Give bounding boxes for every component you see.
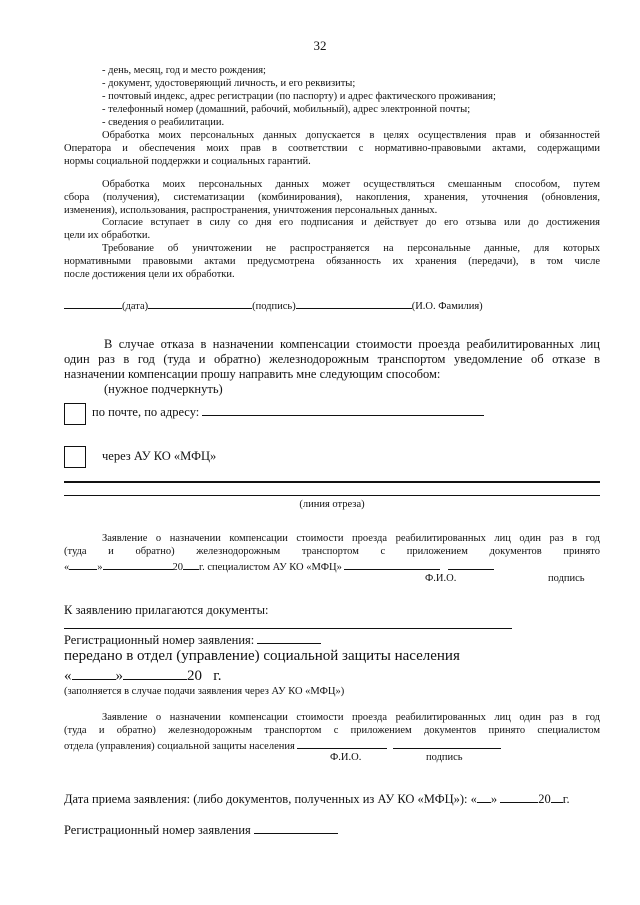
- refusal-notice-paragraph: В случае отказа в назначении компенсации стоимости проезда реабилитированных лиц один раз в год (туда и обратно) железнодорожным транспортом уведомление об отказе в назначении компенсации прошу направить мне следующим способом: (нужное подчеркнуть): [64, 337, 600, 396]
- cut-line-top: [64, 481, 600, 483]
- department-line: отдела (управления) социальной защиты населения: [64, 737, 600, 753]
- receipt-date-line: « » 20 г. специалистом АУ КО «МФЦ»: [64, 558, 600, 574]
- personal-data-list: [102, 64, 602, 129]
- processing-method-paragraph: Обработка моих персональных данных может осуществляться смешанным способом, путем сбора (получения), систематизации (комбинирования), накопления, хранения, уточнения (обновления, изменения), использования, распространения, уничтожения персональных данных.: [64, 179, 600, 216]
- acceptance-date-line: Дата приема заявления: (либо документов, полученных из АУ КО «МФЦ»): « » 20 г.: [64, 792, 570, 806]
- dept-fio-blank[interactable]: [297, 737, 387, 749]
- day-blank[interactable]: [69, 558, 97, 570]
- mfc-option-label: через АУ КО «МФЦ»: [102, 449, 217, 463]
- receipt-department-block: Заявление о назначении компенсации стоимости проезда реабилитированных лиц один раз в год (туда и обратно) железнодорожным транспортом с приложением документов принято специалистом отдела (управления) социальной защиты населения: [64, 712, 600, 752]
- transfer-day-blank[interactable]: [72, 666, 116, 680]
- list-item: - телефонный номер (домашний, рабочий, мобильный), адрес электронной почты;: [102, 104, 471, 115]
- reg-number-label: Регистрационный номер заявления:: [64, 633, 255, 647]
- receipt-fio-caption: Ф.И.О.: [425, 573, 457, 584]
- signature-blank[interactable]: [148, 297, 252, 309]
- acceptance-year-blank[interactable]: [551, 791, 563, 803]
- list-item: - документ, удостоверяющий личность, и его реквизиты;: [102, 78, 356, 89]
- cut-line-caption: (линия отреза): [299, 499, 365, 510]
- transfer-month-blank[interactable]: [123, 666, 187, 680]
- sign-blank[interactable]: [448, 558, 494, 570]
- attached-docs-label: К заявлению прилагаются документы:: [64, 603, 269, 617]
- transferred-label: передано в отдел (управление) социальной защиты населения: [64, 648, 460, 664]
- reg-number-row-2: [64, 822, 338, 838]
- acceptance-month-blank[interactable]: [500, 791, 538, 803]
- receipt-mfc-block: Заявление о назначении компенсации стоимости проезда реабилитированных лиц один раз в год (туда и обратно) железнодорожным транспортом с приложением документов принято « » 20 г. специалистом АУ КО «МФЦ»: [64, 533, 600, 573]
- reg-number-label-2: Регистрационный номер заявления: [64, 823, 251, 837]
- consent-validity-paragraph: Согласие вступает в силу со дня его подписания и действует до его отзыва или до достижения цели их обработки.: [64, 217, 600, 241]
- page-number: 32: [313, 38, 327, 53]
- mfc-note: (заполняется в случае подачи заявления через АУ КО «МФЦ»): [64, 686, 345, 697]
- date-blank[interactable]: [64, 297, 122, 309]
- processing-purpose-paragraph: Обработка моих персональных данных допускается в целях осуществления прав и обязанностей Оператора и обеспечения моих прав в соответствии с нормативно-правовыми актами, содержащими нормы социальной поддержки и социальных гарантий.: [64, 130, 600, 167]
- month-blank[interactable]: [103, 558, 173, 570]
- mfc-option-checkbox[interactable]: [64, 446, 86, 468]
- dept-fio-caption: Ф.И.О.: [330, 752, 362, 763]
- transfer-date-line: « » 20 г.: [64, 668, 222, 684]
- signature-caption: (подпись): [252, 301, 296, 312]
- reg-number-field-2[interactable]: [254, 822, 338, 834]
- receipt-sign-caption: подпись: [548, 573, 585, 584]
- reg-number-row: [64, 632, 321, 648]
- address-field[interactable]: [202, 404, 484, 416]
- attached-docs-line[interactable]: [64, 628, 512, 629]
- cut-line-bottom: [64, 495, 600, 496]
- year-blank[interactable]: [183, 558, 199, 570]
- list-item: - почтовый индекс, адрес регистрации (по паспорту) и адрес фактического проживания;: [102, 91, 496, 102]
- fio-blank[interactable]: [344, 558, 440, 570]
- list-item: - сведения о реабилитации.: [102, 117, 225, 128]
- destruction-requirement-paragraph: Требование об уничтожении не распространяется на персональные данные, для которых нормативными правовыми актами предусмотрена обязанность их хранения (передачи), в том числе после достижения цели их обработки.: [64, 243, 600, 280]
- acceptance-date-label: Дата приема заявления: (либо документов, полученных из АУ КО «МФЦ»): «: [64, 792, 477, 806]
- name-caption: (И.О. Фамилия): [411, 301, 483, 312]
- post-option: [92, 404, 484, 420]
- signature-line: [64, 297, 604, 313]
- dept-sign-caption: подпись: [426, 752, 463, 763]
- dept-sign-blank[interactable]: [393, 737, 501, 749]
- date-caption: (дата): [122, 301, 149, 312]
- reg-number-field[interactable]: [257, 632, 321, 644]
- name-blank[interactable]: [296, 297, 412, 309]
- post-option-checkbox[interactable]: [64, 403, 86, 425]
- list-item: - день, месяц, год и место рождения;: [102, 65, 266, 76]
- acceptance-day-blank[interactable]: [477, 791, 491, 803]
- post-option-label: по почте, по адресу:: [92, 405, 200, 419]
